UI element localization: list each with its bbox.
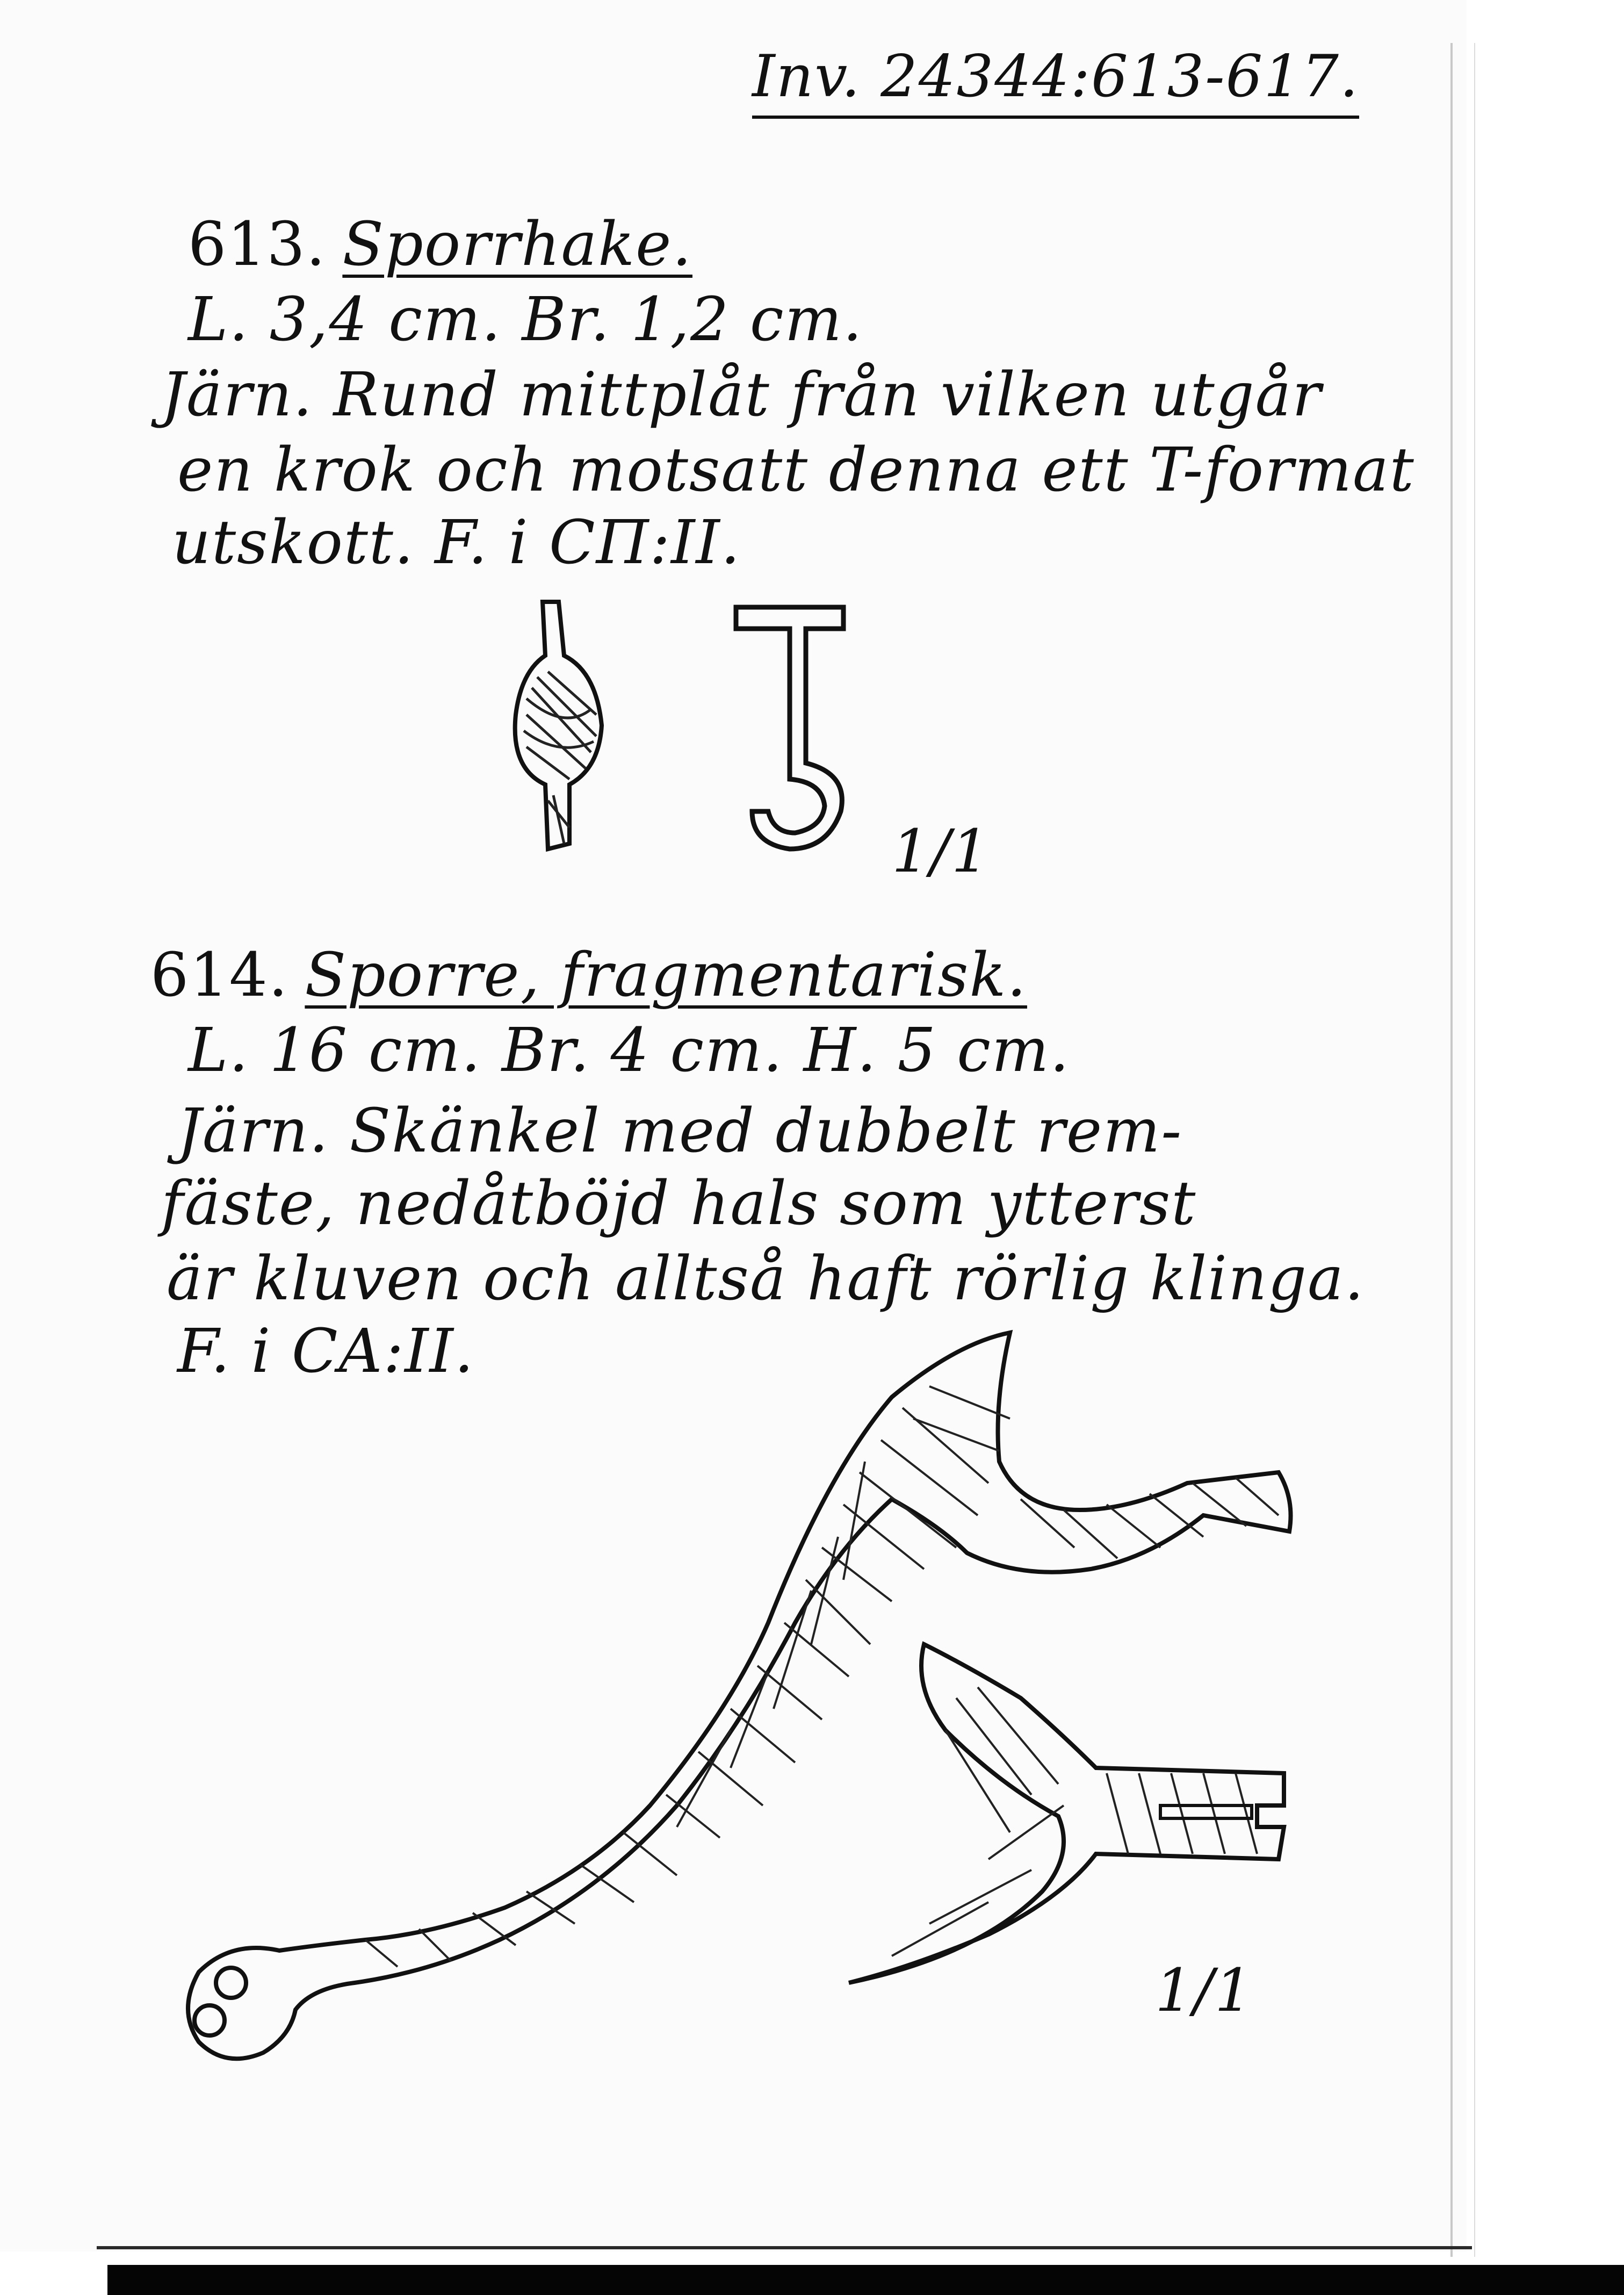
entry-614-desc-line4: F. i CA:II. xyxy=(177,1316,475,1386)
spur-fragment-sketch xyxy=(150,1322,1311,2085)
entry-614-desc-line3: är kluven och alltså haft rörlig klinga. xyxy=(167,1244,1365,1314)
entry-614-desc-line1: Järn. Skänkel med dubbelt rem- xyxy=(177,1096,1183,1166)
entry-613-scale: 1/1 xyxy=(892,817,991,886)
entry-613-desc-line3: utskott. F. i CΠ:II. xyxy=(172,508,741,578)
entry-614-scale: 1/1 xyxy=(1155,1956,1254,2025)
spur-hook-side-sketch xyxy=(725,596,865,865)
entry-614-measures: L. 16 cm. Br. 4 cm. H. 5 cm. xyxy=(188,1016,1070,1085)
entry-614-title: Sporre, fragmentarisk. xyxy=(305,940,1027,1010)
entry-613-number: 613. xyxy=(188,210,327,279)
page-bottom-edge xyxy=(97,2246,1472,2249)
entry-613-desc-line1: Järn. Rund mittplåt från vilken utgår xyxy=(161,360,1322,430)
entry-614-number: 614. xyxy=(150,940,289,1010)
entry-614-desc-line2: fäste, nedåtböjd hals som ytterst xyxy=(161,1169,1197,1239)
entry-613-heading xyxy=(188,210,692,279)
scan-border xyxy=(107,2265,1624,2295)
entry-614-heading xyxy=(150,940,1027,1010)
entry-613-measures: L. 3,4 cm. Br. 1,2 cm. xyxy=(188,285,863,355)
entry-613-desc-line2: en krok och motsatt denna ett T-format xyxy=(177,435,1415,505)
inventory-number: Inv. 24344:613-617. xyxy=(752,43,1359,119)
page-edge xyxy=(1450,43,1475,2257)
spur-hook-front-sketch xyxy=(494,591,634,870)
entry-613-title: Sporrhake. xyxy=(342,210,692,279)
